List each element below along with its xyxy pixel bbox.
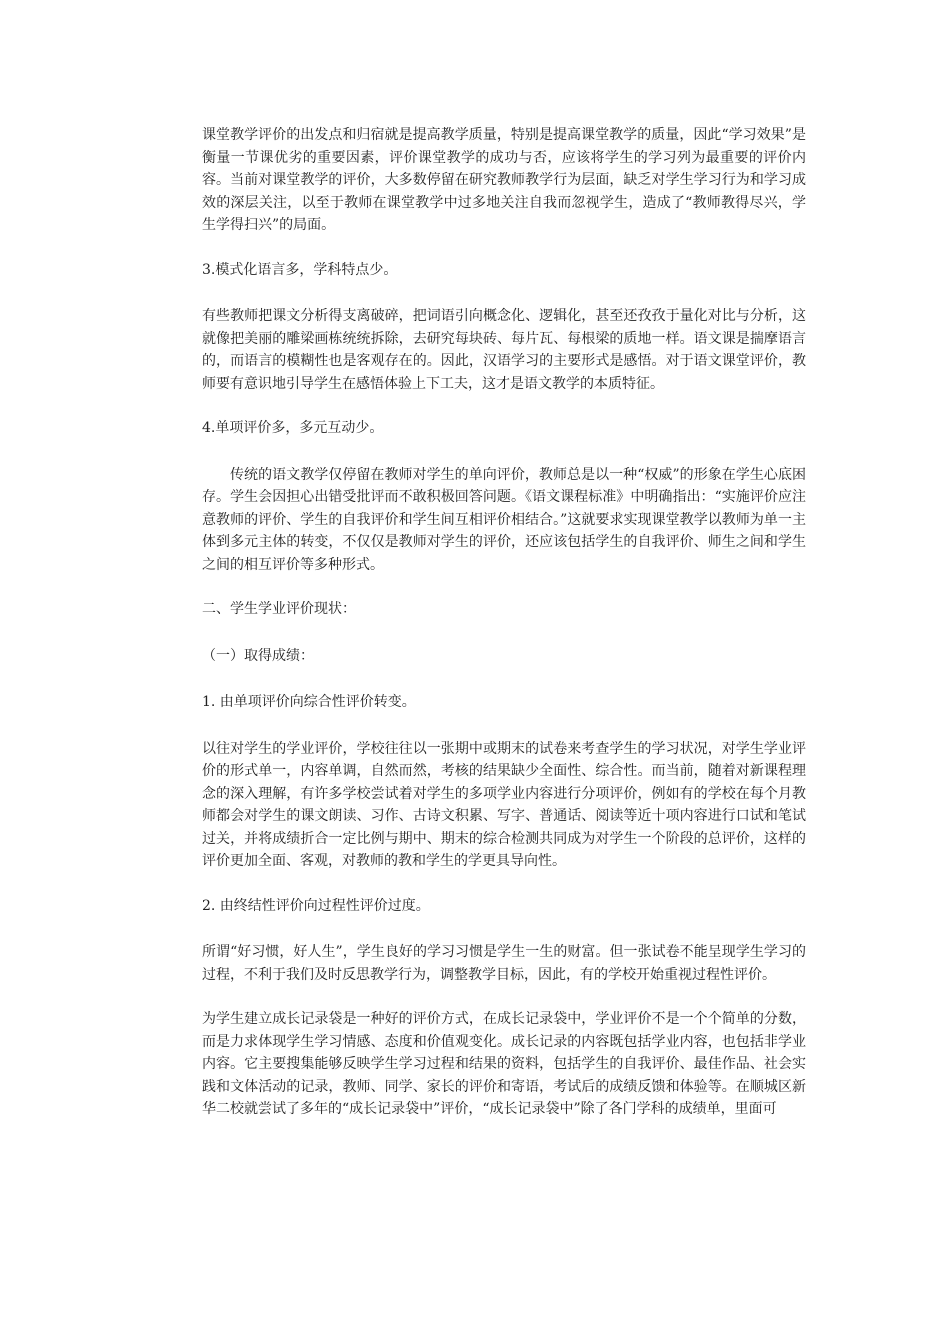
heading-item-2: 2. 由终结性评价向过程性评价过度。	[202, 897, 430, 914]
paragraph-growth-portfolio: 为学生建立成长记录袋是一种好的评价方式，在成长记录袋中，学业评价不是一个个简单的分数，而是力求体现学生学习情感、态度和价值观变化。成长记录的内容既包括学业内容，也包括非学业内容。它主要搜集能够反映学生学习过程和结果的资料，包括学生的自我评价、最佳作品、社会实践和文体活动的记录，教师、同学、家长的评价和寄语，考试后的成绩反馈和体验等。在顺城区新华二校就尝试了多年的“成长记录袋中”评价，“成长记录袋中”除了各门学科的成绩单，里面可	[202, 1011, 806, 1117]
paragraph-comprehensive-evaluation: 以往对学生的学业评价，学校往往以一张期中或期末的试卷来考查学生的学习状况，对学生学业评价的形式单一，内容单调，自然而然，考核的结果缺少全面性、综合性。而当前，随着对新课程理念的深入理解，有许多学校尝试着对学生的多项学业内容进行分项评价，例如有的学校在每个月教师都会对学生的课文朗读、习作、古诗文积累、写字、普通话、阅读等近十项内容进行口试和笔试过关，并将成绩折合一定比例与期中、期末的综合检测共同成为对学生一个阶段的总评价，这样的评价更加全面、客观，对教师的教和学生的学更具导向性。	[202, 740, 806, 869]
heading-achievements: （一）取得成绩：	[202, 647, 314, 664]
paragraph-good-habits: 所谓“好习惯，好人生”，学生良好的学习习惯是学生一生的财富。但一张试卷不能呈现学生学习的过程，不利于我们及时反思教学行为，调整教学目标，因此，有的学校开始重视过程性评价。	[202, 944, 806, 983]
heading-section-2: 二、学生学业评价现状：	[202, 601, 356, 617]
paragraph-language-analysis: 有些教师把课文分析得支离破碎，把词语引向概念化、逻辑化，甚至还孜孜于量化对比与分析，这就像把美丽的雕梁画栋统统拆除，去研究每块砖、每片瓦、每根梁的质地一样。语文课是揣摩语言的，而语言的模糊性也是客观存在的。因此，汉语学习的主要形式是感悟。对于语文课堂评价，教师要有意识地引导学生在感悟体验上下工夫，这才是语文教学的本质特征。	[202, 308, 806, 392]
heading-item-1: 1. 由单项评价向综合性评价转变。	[202, 694, 416, 710]
document-page	[202, 124, 806, 1143]
heading-point-4: 4.单项评价多，多元互动少。	[202, 420, 384, 436]
heading-point-3: 3.模式化语言多，学科特点少。	[202, 261, 398, 278]
paragraph-classroom-evaluation: 课堂教学评价的出发点和归宿就是提高教学质量，特别是提高课堂教学的质量，因此“学习效果”是衡量一节课优劣的重要因素，评价课堂教学的成功与否，应该将学生的学习列为最重要的评价内容。当前对课堂教学的评价，大多数停留在研究教师教学行为层面，缺乏对学生学习行为和学习成效的深层关注，以至于教师在课堂教学中过多地关注自我而忽视学生，造成了“教师教得尽兴，学生学得扫兴”的局面。	[202, 127, 806, 233]
paragraph-single-evaluation: 传统的语文教学仅停留在教师对学生的单向评价，教师总是以一种“权威”的形象在学生心底困存。学生会因担心出错受批评而不敢积极回答问题。《语文课程标准》中明确指出：“实施评价应注意教师的评价、学生的自我评价和学生间互相评价相结合。”这就要求实现课堂教学以教师为单一主体到多元主体的转变，不仅仅是教师对学生的评价，还应该包括学生的自我评价、师生之间和学生之间的相互评价等多种形式。	[202, 466, 806, 573]
